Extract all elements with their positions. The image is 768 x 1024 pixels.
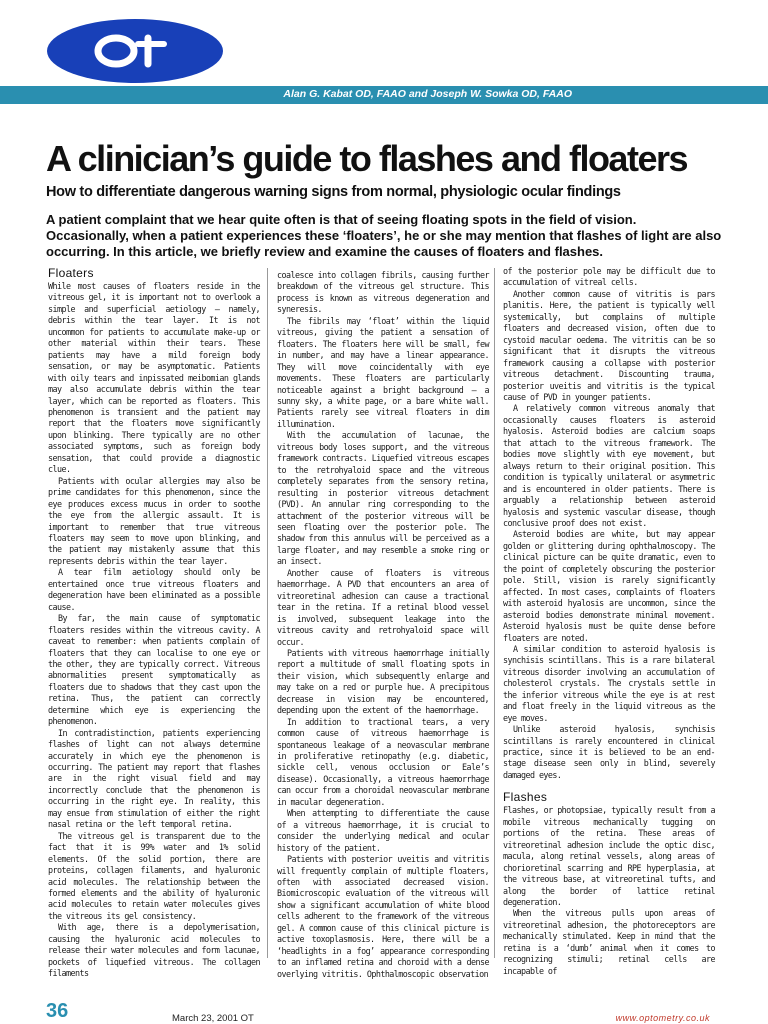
section-heading-floaters: Floaters — [48, 266, 94, 280]
paragraph: Flashes, or photopsiae, typically result from a mobile vitreous mechanically tugging on portions of the retina. These areas of vitreoretinal adhesion include the optic disc, macula, along retinal vessels, along areas of chorioretinal scarring and RPE hyperplasia, at the vitreous base, at vitreoretinal tufts, and along the border of lattice retinal degeneration. — [503, 805, 715, 908]
column-1 — [48, 266, 260, 979]
article-subtitle: How to differentiate dangerous warning signs from normal, physiologic ocular findings — [46, 184, 621, 200]
column-2 — [277, 270, 489, 979]
paragraph: When attempting to differentiate the cause of a vitreous haemorrhage, it is crucial to consider the underlying medical and ocular history of the patient. — [277, 808, 489, 853]
page-number: 36 — [46, 1000, 69, 1022]
column-divider — [494, 268, 495, 958]
paragraph: Another common cause of vitritis is pars planitis. Here, the patient is typically well systemically, but complains of multiple floaters and decreased vision, often due to cystoid macular oedema. The vitritis can be so significant that it disrupts the vitreous framework causing a collapse with posterior vitreous detachment. Discounting trauma, posterior uveitis and vitritis is the typical cause of PVD in younger patients. — [503, 288, 715, 402]
paragraph: A similar condition to asteroid hyalosis is synchisis scintillans. This is a rare bilateral vitreous disorder involving an accumulation of cholesterol crystals. The crystals settle in the inferior vitreous while the eye is at rest and float freely in the liquid vitreous as the eye moves. — [503, 643, 715, 723]
section-heading-flashes: Flashes — [503, 790, 548, 805]
paragraph: With age, there is a depolymerisation, causing the hyaluronic acid molecules to release their water molecules and form lacunae, pockets of liquefied vitreous. The collagen filaments — [48, 922, 260, 979]
paragraph: By far, the main cause of symptomatic floaters resides within the vitreous cavity. A caveat to remember: when patients complain of floaters that they can localise to one eye or the other, they are typically correct. Vitreous abnormalities present symptomatically as floaters due to shadows that they cast upon the retina. Thus, the patient can correctly determine which eye is experiencing the phenomenon. — [48, 613, 260, 727]
column-3 — [503, 266, 715, 976]
paragraph: In contradistinction, patients experiencing flashes of light can not always determine accurately in which eye the phenomenon is occurring. The patient may report that flashes are in the right visual field and may incorrectly conclude that the phenomenon is occurring in the right eye. In reality, this may ensue from stimulation of either the right nasal retina or the left temporal retina. — [48, 727, 260, 830]
article-title: A clinician’s guide to flashes and floaters — [46, 138, 687, 179]
paragraph: Patients with vitreous haemorrhage initially report a multitude of small floating spots in their vision, which subsequently enlarge and may take on a red or purple hue. A precipitous decrease in vision may be encountered, depending upon the extent of the haemorrhage. — [277, 647, 489, 716]
paragraph: of the posterior pole may be difficult due to accumulation of vitreal cells. — [503, 266, 715, 288]
paragraph: Another cause of floaters is vitreous haemorrhage. A PVD that encounters an area of vitreoretinal adhesion can cause a tractional tear in the retina. If a retinal blood vessel is involved, subsequent leakage into the vitreous cavity and retrohyaloid space will occur. — [277, 567, 489, 647]
ot-logo — [46, 18, 224, 84]
paragraph: A tear film aetiology should only be entertained once true vitreous floaters and degeneration have been eliminated as a possible cause. — [48, 567, 260, 612]
footer-url[interactable]: www.optometry.co.uk — [615, 1013, 710, 1023]
paragraph: The fibrils may ‘float’ within the liquid vitreous, giving the patient a sensation of floaters. The floaters here will be small, few in number, and may have a linear appearance. They will move coincidentally with eye movements. These floaters are particularly noticeable against a bright background – a sunny sky, a white page, or a bare white wall. Patients rarely see vitreal floaters in dim illumination. — [277, 315, 489, 429]
article-intro: A patient complaint that we hear quite often is that of seeing floating spots in the field of vision. Occasionally, when a patient experiences these ‘floaters’, he or she may mention that flashes of light are also occurring. In this article, we briefly review and examine the causes of floaters and flashes. — [46, 212, 722, 259]
column-divider — [267, 268, 268, 958]
paragraph: Patients with posterior uveitis and vitritis will frequently complain of multiple floaters, often with associated decreased vision. Biomicroscopic evaluation of the vitreous will show a significant accumulation of white blood cells adherent to the framework of the vitreous gel. A common cause of this clinical picture is active toxoplasmosis. Here, there will be a ‘headlights in a fog’ appearance corresponding to an inflamed retina and choroid with a dense overlying vitritis. Ophthalmoscopic observation — [277, 854, 489, 979]
paragraph: A relatively common vitreous anomaly that occasionally causes floaters is asteroid hyalosis. Asteroid bodies are calcium soaps that attach to the vitreous framework. The bodies move slightly with eye movement, but always return to their original position. This condition is typically unilateral or asymmetric and is encountered in older patients. There is arguably a relationship between asteroid hyalosis and systemic vascular disease, though conclusive proof does not exist. — [503, 403, 715, 528]
paragraph: Asteroid bodies are white, but may appear golden or glittering during ophthalmoscopy. The clinical picture can be quite dramatic, even to the point of completely obscuring the posterior pole. Still, vision is rarely significantly affected. In most cases, complaints of floaters with asteroid hyalosis are uncommon, since the asteroid bodies demonstrate minimal movement. Asteroid hyalosis must be quite dense before floaters are noted. — [503, 529, 715, 643]
paragraph: Unlike asteroid hyalosis, synchisis scintillans is rarely encountered in clinical practice, since it is believed to be an end-stage disease seen only in blind, severely damaged eyes. — [503, 724, 715, 780]
paragraph: With the accumulation of lacunae, the vitreous body loses support, and the vitreous framework contracts. Liquefied vitreous escapes to the retrohyaloid space and the vitreous completely separates from the sensory retina, resulting in posterior vitreous detachment (PVD). An annular ring corresponding to the attachment of the posterior vitreous will be seen floating over the posterior pole. The shadow from this annulus will be perceived as a large floater, and may resemble a smoke ring or an insect. — [277, 430, 489, 567]
paragraph: When the vitreous pulls upon areas of vitreoretinal adhesion, the photoreceptors are mechanically stimulated. Keep in mind that the retina is a ‘dumb’ animal when it comes to recognizing stimuli; retinal cells are incapable of — [503, 908, 715, 976]
paragraph: In addition to tractional tears, a very common cause of vitreous haemorrhage is spontaneous leakage of a neovascular membrane in proliferative retinopathy (e.g. diabetic, sickle cell, venous occlusion or Eale’s disease). Occasionally, a vitreous haemorrhage can occur from a choroidal neovascular membrane in macular degeneration. — [277, 716, 489, 807]
footer-date: March 23, 2001 OT — [172, 1013, 254, 1024]
authors: Alan G. Kabat OD, FAAO and Joseph W. Sowka OD, FAAO — [283, 88, 572, 100]
paragraph: coalesce into collagen fibrils, causing further breakdown of the vitreous gel structure. This process is known as vitreous degeneration and syneresis. — [277, 270, 489, 315]
paragraph: Patients with ocular allergies may also be prime candidates for this phenomenon, since the eye produces excess mucus in order to soothe the eye from the allergic assault. It is important to remember that true vitreous floaters may seem to move upon blinking, and the patient may mistakenly assume that this represents debris within the tear layer. — [48, 475, 260, 566]
paragraph: While most causes of floaters reside in the vitreous gel, it is important not to overlook a simple and superficial aetiology – namely, debris within the tear layer. It is not uncommon for patients to accumulate make-up or other material within their tears. These patients may have a mild foreign body sensation, or may be asymptomatic. Patients with oily tears and inpissated meibomian glands may also accumulate debris within the tear layer, which can be reported as floaters. This phenomenon is transient and the patient may report that the floaters move significantly upon blinking. There typically are no other associated symptoms, such as foreign body sensation, that could provide a diagnostic clue. — [48, 281, 260, 475]
paragraph: The vitreous gel is transparent due to the fact that it is 99% water and 1% solid elements. Of the solid portion, there are proteins, collagen filaments, and hyaluronic acid molecules. The relationship between the formed elements and the ability of hyaluronic acid molecules to retain water molecules gives the vitreous its gel consistency. — [48, 830, 260, 921]
